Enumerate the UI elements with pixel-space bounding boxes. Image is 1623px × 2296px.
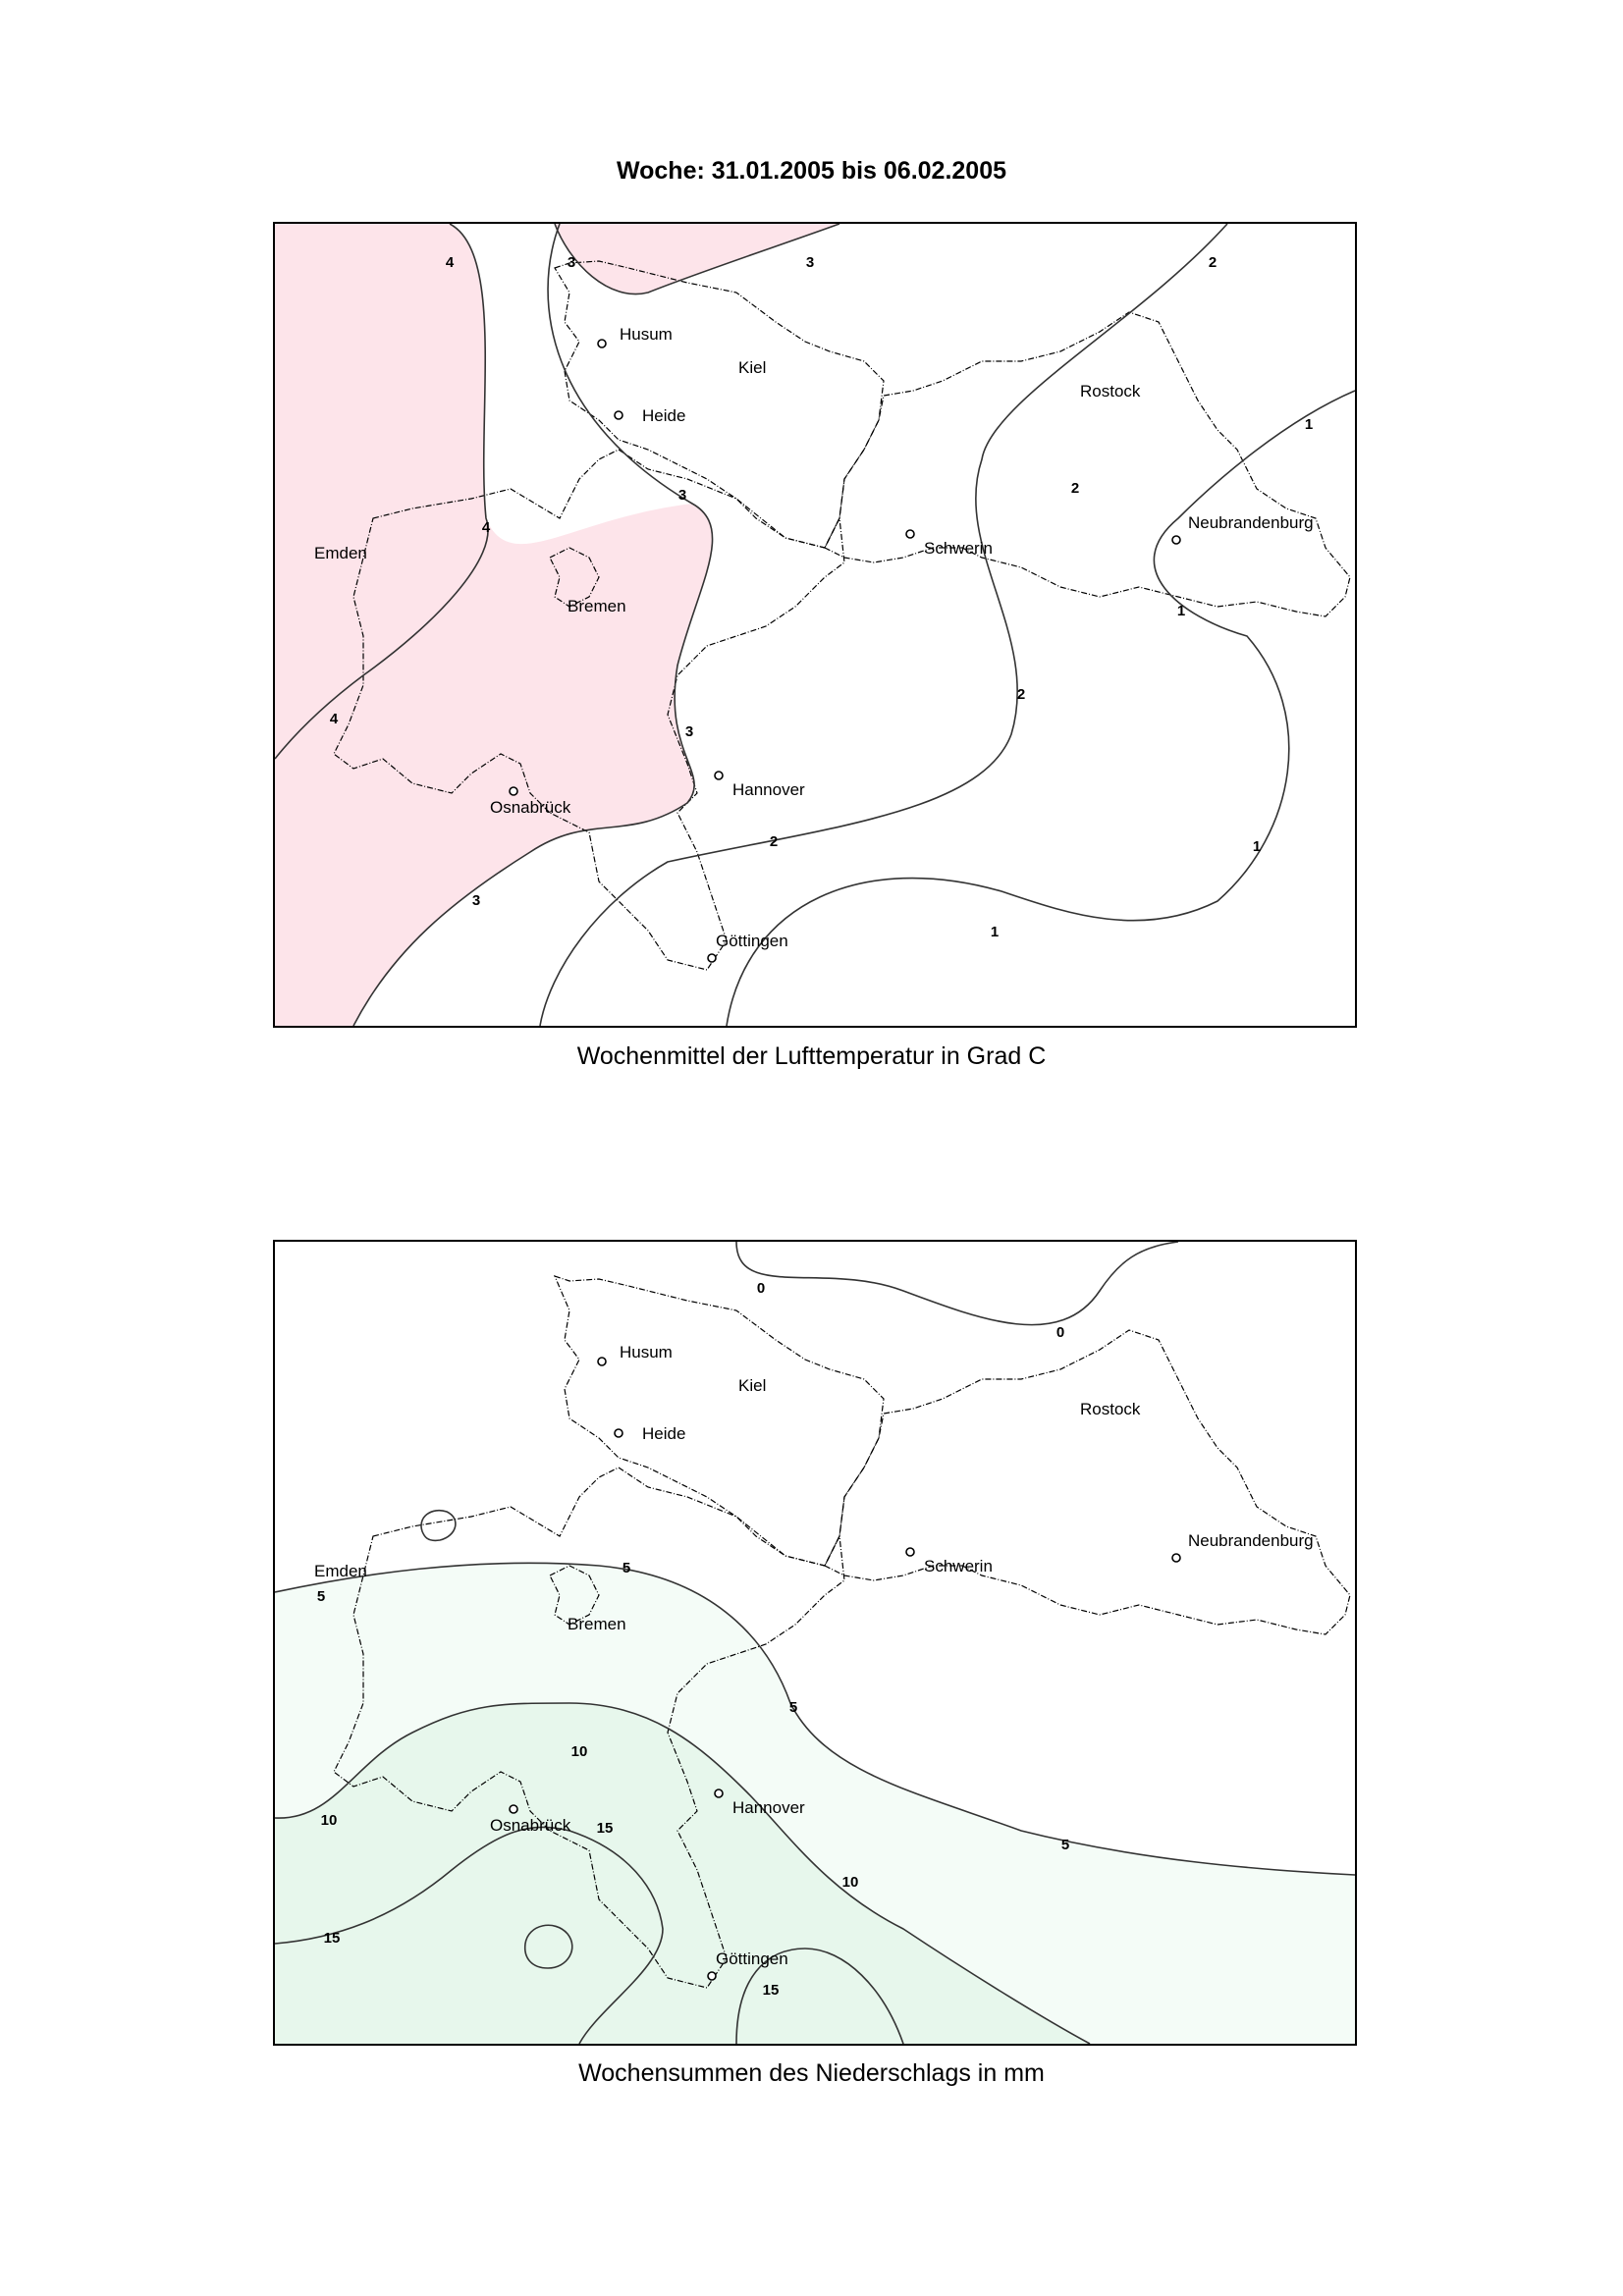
temperature-map bbox=[273, 222, 1357, 1028]
isoline-label-3: 3 bbox=[677, 486, 687, 504]
temp-warm-region-north bbox=[555, 224, 839, 294]
city-marker-osnabr-ck bbox=[510, 787, 517, 795]
isoline-label-1: 1 bbox=[1252, 837, 1262, 855]
city-marker-schwerin bbox=[906, 530, 914, 538]
city-marker-g-ttingen bbox=[708, 954, 716, 962]
isoline-label-4: 4 bbox=[445, 253, 455, 271]
city-label-husum: Husum bbox=[620, 1343, 673, 1362]
city-label-hannover: Hannover bbox=[732, 1798, 805, 1817]
isoline-label-3: 3 bbox=[805, 253, 815, 271]
temperature-map-svg bbox=[275, 224, 1355, 1026]
isoline-label-0: 0 bbox=[1055, 1323, 1065, 1341]
isoline-label-3: 3 bbox=[684, 722, 694, 740]
isoline-label-10: 10 bbox=[570, 1742, 588, 1760]
city-marker-hannover bbox=[715, 1789, 723, 1797]
page-title: Woche: 31.01.2005 bis 06.02.2005 bbox=[616, 157, 1007, 185]
state-border-mecklenburg bbox=[825, 312, 1350, 616]
precipitation-map-caption: Wochensummen des Niederschlags in mm bbox=[578, 2059, 1045, 2087]
city-label-bremen: Bremen bbox=[568, 597, 626, 615]
city-label-g-ttingen: Göttingen bbox=[716, 1949, 788, 1968]
state-border-mecklenburg bbox=[825, 1330, 1350, 1634]
temperature-map-caption: Wochenmittel der Lufttemperatur in Grad C bbox=[576, 1042, 1047, 1070]
city-marker-husum bbox=[598, 1358, 606, 1365]
city-marker-schwerin bbox=[906, 1548, 914, 1556]
city-marker-hannover bbox=[715, 772, 723, 779]
city-label-heide: Heide bbox=[642, 406, 686, 425]
isoline-label-15: 15 bbox=[323, 1929, 341, 1947]
city-marker-g-ttingen bbox=[708, 1972, 716, 1980]
isoline-label-5: 5 bbox=[1060, 1836, 1070, 1853]
city-label-g-ttingen: Göttingen bbox=[716, 932, 788, 950]
city-label-hannover: Hannover bbox=[732, 780, 805, 799]
isoline-label-10: 10 bbox=[320, 1811, 338, 1829]
isoline-label-2: 2 bbox=[1070, 479, 1080, 497]
city-marker-heide bbox=[615, 1429, 622, 1437]
temp-warm-region bbox=[275, 224, 713, 1026]
precipitation-map bbox=[273, 1240, 1357, 2046]
city-marker-neubrandenburg bbox=[1172, 536, 1180, 544]
isoline-label-3: 3 bbox=[471, 891, 481, 909]
city-label-husum: Husum bbox=[620, 325, 673, 344]
city-label-neubrandenburg: Neubrandenburg bbox=[1188, 513, 1314, 532]
isoline-0 bbox=[736, 1242, 1178, 1325]
city-label-emden: Emden bbox=[314, 1562, 367, 1580]
isoline-label-2: 2 bbox=[1208, 253, 1217, 271]
city-marker-neubrandenburg bbox=[1172, 1554, 1180, 1562]
city-label-schwerin: Schwerin bbox=[924, 539, 993, 558]
isoline-1 bbox=[727, 391, 1355, 1026]
city-marker-heide bbox=[615, 411, 622, 419]
city-label-rostock: Rostock bbox=[1080, 382, 1141, 400]
isoline-label-1: 1 bbox=[1304, 415, 1314, 433]
city-label-emden: Emden bbox=[314, 544, 367, 562]
city-label-kiel: Kiel bbox=[738, 358, 767, 377]
city-label-heide: Heide bbox=[642, 1424, 686, 1443]
isoline-label-15: 15 bbox=[596, 1819, 614, 1837]
precipitation-map-svg bbox=[275, 1242, 1355, 2044]
isoline-5-ring bbox=[421, 1511, 456, 1541]
isoline-label-1: 1 bbox=[990, 923, 1000, 940]
isoline-label-2: 2 bbox=[769, 832, 779, 850]
city-label-neubrandenburg: Neubrandenburg bbox=[1188, 1531, 1314, 1550]
city-label-rostock: Rostock bbox=[1080, 1400, 1141, 1418]
city-label-bremen: Bremen bbox=[568, 1615, 626, 1633]
isoline-label-10: 10 bbox=[841, 1873, 859, 1891]
city-marker-husum bbox=[598, 340, 606, 347]
isoline-label-0: 0 bbox=[756, 1279, 766, 1297]
isoline-label-15: 15 bbox=[762, 1981, 780, 1999]
isoline-label-5: 5 bbox=[788, 1698, 798, 1716]
city-label-osnabr-ck: Osnabrück bbox=[490, 798, 571, 817]
isoline-label-4: 4 bbox=[329, 710, 339, 727]
city-label-kiel: Kiel bbox=[738, 1376, 767, 1395]
isoline-label-4: 4 bbox=[481, 518, 491, 536]
isoline-label-5: 5 bbox=[622, 1559, 631, 1576]
isoline-label-3: 3 bbox=[567, 253, 576, 271]
city-label-schwerin: Schwerin bbox=[924, 1557, 993, 1575]
city-marker-osnabr-ck bbox=[510, 1805, 517, 1813]
isoline-label-5: 5 bbox=[316, 1587, 326, 1605]
isoline-label-1: 1 bbox=[1176, 602, 1186, 619]
city-label-osnabr-ck: Osnabrück bbox=[490, 1816, 571, 1835]
state-border-schleswig-holstein bbox=[555, 261, 884, 548]
state-border-schleswig-holstein bbox=[555, 1276, 884, 1566]
isoline-label-2: 2 bbox=[1016, 685, 1026, 703]
